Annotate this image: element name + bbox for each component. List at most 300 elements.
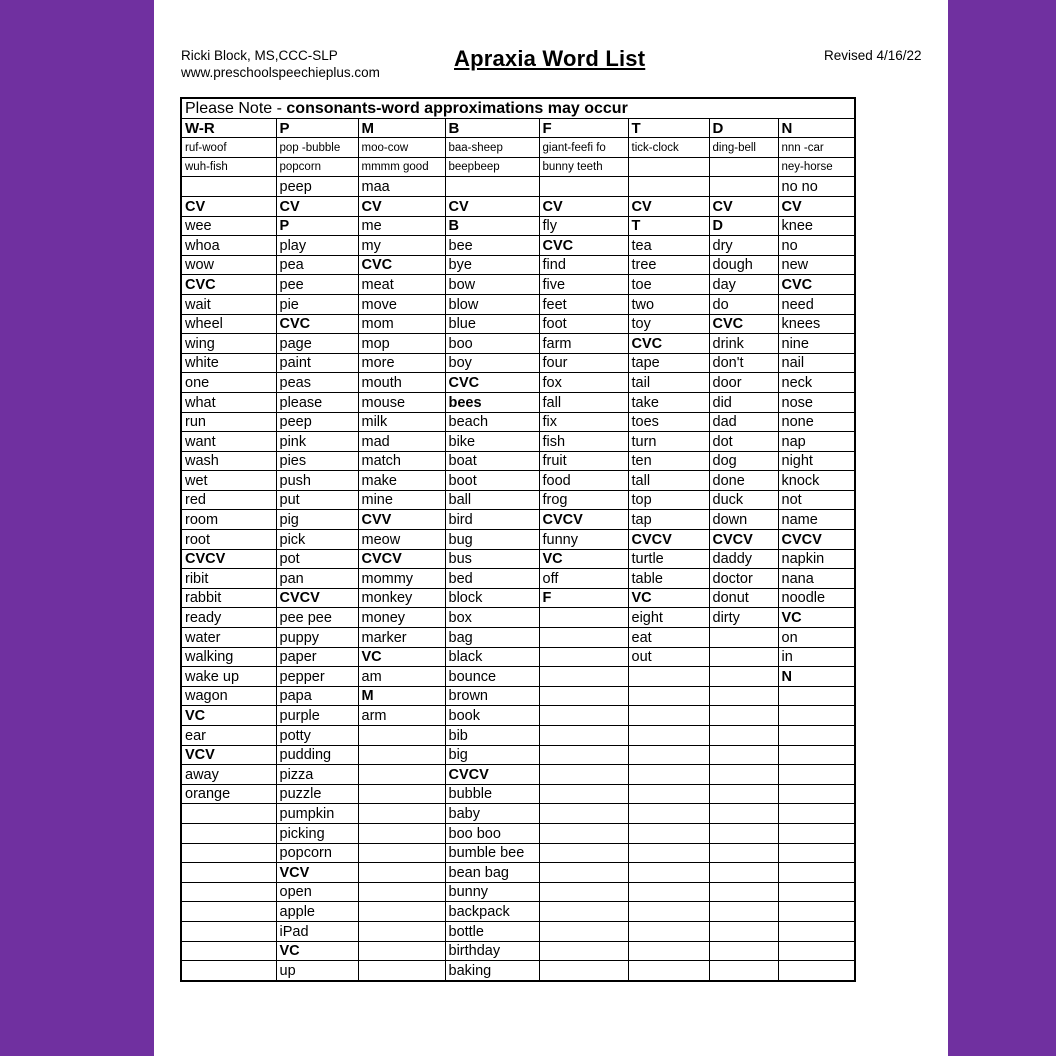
table-row-cell <box>181 882 276 902</box>
column-header-row-cell: B <box>445 118 539 138</box>
table-row-cell: not <box>778 490 855 510</box>
table-row-cell: pink <box>276 432 358 452</box>
table-row-cell <box>539 961 628 981</box>
table-row-cell: CV <box>539 196 628 216</box>
column-header-row-cell: P <box>276 118 358 138</box>
approximation-row <box>181 138 855 158</box>
table-row-cell: VC <box>276 941 358 961</box>
table-row-cell <box>628 863 709 883</box>
table-row-cell: feet <box>539 294 628 314</box>
table-row-cell: T <box>628 216 709 236</box>
table-row-cell: VC <box>778 608 855 628</box>
approximation-row-cell: ney-horse <box>778 157 855 177</box>
table-row-cell <box>778 726 855 746</box>
table-row-cell: one <box>181 373 276 393</box>
table-row-cell: nana <box>778 569 855 589</box>
table-row-cell <box>709 784 778 804</box>
table-row-cell: bag <box>445 628 539 648</box>
table-row-cell: drink <box>709 334 778 354</box>
table-row-cell: pepper <box>276 667 358 687</box>
approximation-row <box>181 177 855 197</box>
table-row-cell: foot <box>539 314 628 334</box>
table-row-cell <box>539 647 628 667</box>
table-row-cell: CVCV <box>778 530 855 550</box>
author-block <box>181 47 380 81</box>
table-row-cell: CVCV <box>539 510 628 530</box>
table-row-cell: blue <box>445 314 539 334</box>
table-row-cell: bees <box>445 392 539 412</box>
table-row-cell <box>778 961 855 981</box>
note-row <box>181 98 855 118</box>
table-row <box>181 510 855 530</box>
table-row-cell <box>709 726 778 746</box>
table-row-cell: CVC <box>276 314 358 334</box>
table-row-cell: CVCV <box>445 765 539 785</box>
table-row-cell: donut <box>709 588 778 608</box>
table-row-cell <box>628 843 709 863</box>
table-row-cell <box>539 804 628 824</box>
table-row-cell: CV <box>445 196 539 216</box>
table-row-cell: down <box>709 510 778 530</box>
table-row-cell: eight <box>628 608 709 628</box>
table-row-cell: picking <box>276 823 358 843</box>
table-row-cell <box>358 921 445 941</box>
table-row-cell: knee <box>778 216 855 236</box>
table-row-cell <box>539 667 628 687</box>
table-row-cell: papa <box>276 686 358 706</box>
table-row-cell: pea <box>276 255 358 275</box>
table-row-cell <box>709 823 778 843</box>
table-row-cell: duck <box>709 490 778 510</box>
table-row-cell <box>778 745 855 765</box>
table-row-cell: make <box>358 471 445 491</box>
table-row-cell <box>181 863 276 883</box>
table-row-cell <box>709 706 778 726</box>
table-row <box>181 667 855 687</box>
table-row <box>181 275 855 295</box>
table-row-cell: no <box>778 236 855 256</box>
table-row-cell: ready <box>181 608 276 628</box>
table-row-cell: root <box>181 530 276 550</box>
table-row-cell: CVC <box>778 275 855 295</box>
table-row-cell: bus <box>445 549 539 569</box>
note-text: consonants-word approximations may occur <box>286 99 628 117</box>
table-row-cell <box>358 843 445 863</box>
table-row-cell: dry <box>709 236 778 256</box>
table-row-cell: nine <box>778 334 855 354</box>
table-row-cell: fall <box>539 392 628 412</box>
table-row-cell: bed <box>445 569 539 589</box>
table-row-cell <box>778 706 855 726</box>
table-row-cell <box>358 804 445 824</box>
table-row-cell <box>358 941 445 961</box>
table-row-cell: CVC <box>539 236 628 256</box>
table-row-cell: boo boo <box>445 823 539 843</box>
table-row-cell: more <box>358 353 445 373</box>
table-row-cell: wee <box>181 216 276 236</box>
table-row <box>181 530 855 550</box>
table-row-cell: big <box>445 745 539 765</box>
approximation-row-cell: pop -bubble <box>276 138 358 158</box>
table-row-cell: CVCV <box>358 549 445 569</box>
table-row-cell <box>358 902 445 922</box>
table-row-cell: noodle <box>778 588 855 608</box>
table-row-cell <box>358 961 445 981</box>
table-row-cell: boat <box>445 451 539 471</box>
approximation-row-cell <box>445 177 539 197</box>
table-row-cell: book <box>445 706 539 726</box>
table-row-cell: orange <box>181 784 276 804</box>
table-row-cell: meow <box>358 530 445 550</box>
table-row-cell <box>539 608 628 628</box>
table-row-cell <box>181 902 276 922</box>
table-row-cell: bottle <box>445 921 539 941</box>
table-row <box>181 863 855 883</box>
table-row-cell: off <box>539 569 628 589</box>
table-row <box>181 392 855 412</box>
column-header-row-cell: F <box>539 118 628 138</box>
table-row-cell: marker <box>358 628 445 648</box>
word-list-body <box>181 98 855 981</box>
table-row <box>181 784 855 804</box>
note-cell <box>181 98 855 118</box>
table-row-cell <box>358 745 445 765</box>
table-row-cell: doctor <box>709 569 778 589</box>
column-header-row-cell: T <box>628 118 709 138</box>
table-row <box>181 569 855 589</box>
table-row-cell <box>628 667 709 687</box>
approximation-row-cell: ruf-woof <box>181 138 276 158</box>
table-row-cell: mom <box>358 314 445 334</box>
table-row-cell: mine <box>358 490 445 510</box>
table-row-cell: tea <box>628 236 709 256</box>
table-row-cell: pie <box>276 294 358 314</box>
approximation-row-cell <box>628 157 709 177</box>
table-row-cell: red <box>181 490 276 510</box>
table-row-cell <box>778 941 855 961</box>
table-row-cell: arm <box>358 706 445 726</box>
table-row-cell: ball <box>445 490 539 510</box>
table-row-cell: fly <box>539 216 628 236</box>
table-row <box>181 549 855 569</box>
table-row-cell: pig <box>276 510 358 530</box>
table-row <box>181 451 855 471</box>
column-header-row-cell: D <box>709 118 778 138</box>
table-row-cell: walking <box>181 647 276 667</box>
revised-date: Revised 4/16/22 <box>824 48 922 63</box>
table-row-cell: top <box>628 490 709 510</box>
table-row-cell <box>709 765 778 785</box>
table-row <box>181 216 855 236</box>
table-row-cell: match <box>358 451 445 471</box>
table-row-cell: paint <box>276 353 358 373</box>
table-row-cell: bike <box>445 432 539 452</box>
table-row-cell: food <box>539 471 628 491</box>
approximation-row-cell: beepbeep <box>445 157 539 177</box>
table-row-cell: eat <box>628 628 709 648</box>
table-row-cell <box>709 628 778 648</box>
table-row-cell: F <box>539 588 628 608</box>
approximation-row-cell: no no <box>778 177 855 197</box>
table-row <box>181 353 855 373</box>
approximation-row-cell: peep <box>276 177 358 197</box>
table-row-cell: pizza <box>276 765 358 785</box>
table-row <box>181 843 855 863</box>
table-row <box>181 726 855 746</box>
table-row-cell <box>181 921 276 941</box>
table-row <box>181 334 855 354</box>
table-row-cell: puppy <box>276 628 358 648</box>
table-row-cell: bumble bee <box>445 843 539 863</box>
table-row-cell: nap <box>778 432 855 452</box>
table-row-cell <box>709 804 778 824</box>
table-row-cell <box>778 784 855 804</box>
table-row-cell: my <box>358 236 445 256</box>
table-row-cell: D <box>709 216 778 236</box>
table-row-cell: pee pee <box>276 608 358 628</box>
table-row-cell: block <box>445 588 539 608</box>
table-row-cell: dot <box>709 432 778 452</box>
table-row-cell <box>539 745 628 765</box>
approximation-row-cell: giant-feefi fo <box>539 138 628 158</box>
table-row-cell: baking <box>445 961 539 981</box>
table-row-cell: wheel <box>181 314 276 334</box>
table-row-cell <box>628 706 709 726</box>
table-row <box>181 628 855 648</box>
table-row-cell <box>709 667 778 687</box>
table-row-cell <box>778 921 855 941</box>
table-row-cell: bean bag <box>445 863 539 883</box>
table-row-cell <box>181 843 276 863</box>
table-row-cell: VC <box>181 706 276 726</box>
table-row-cell <box>778 882 855 902</box>
table-row-cell: knees <box>778 314 855 334</box>
table-row-cell: find <box>539 255 628 275</box>
table-row <box>181 588 855 608</box>
table-row-cell: VC <box>539 549 628 569</box>
table-row-cell: CVC <box>358 255 445 275</box>
table-row-cell: iPad <box>276 921 358 941</box>
table-row-cell <box>539 921 628 941</box>
table-row-cell <box>539 726 628 746</box>
table-row-cell: VC <box>628 588 709 608</box>
table-row-cell: VCV <box>181 745 276 765</box>
table-row-cell: baby <box>445 804 539 824</box>
table-row-cell: ribit <box>181 569 276 589</box>
table-row-cell: please <box>276 392 358 412</box>
table-row-cell: water <box>181 628 276 648</box>
table-row-cell: door <box>709 373 778 393</box>
document-title: Apraxia Word List <box>454 46 646 71</box>
table-row-cell: two <box>628 294 709 314</box>
table-row-cell <box>778 804 855 824</box>
table-row-cell: page <box>276 334 358 354</box>
table-row-cell: peep <box>276 412 358 432</box>
approximation-row-cell <box>709 177 778 197</box>
approximation-row-cell <box>181 177 276 197</box>
table-row-cell: daddy <box>709 549 778 569</box>
table-row <box>181 961 855 981</box>
approximation-row-cell: bunny teeth <box>539 157 628 177</box>
table-row-cell: pudding <box>276 745 358 765</box>
table-row-cell: in <box>778 647 855 667</box>
author-name: Ricki Block, MS,CCC-SLP <box>181 48 338 63</box>
table-row-cell: toes <box>628 412 709 432</box>
table-row-cell: me <box>358 216 445 236</box>
table-row-cell <box>778 863 855 883</box>
table-row-cell <box>358 882 445 902</box>
table-row-cell: done <box>709 471 778 491</box>
author-website: www.preschoolspeechieplus.com <box>181 65 380 80</box>
table-row-cell: bunny <box>445 882 539 902</box>
table-row-cell <box>539 843 628 863</box>
table-row-cell <box>181 961 276 981</box>
table-row-cell: VC <box>358 647 445 667</box>
table-row-cell: none <box>778 412 855 432</box>
approximation-row-cell: nnn -car <box>778 138 855 158</box>
table-row-cell: boo <box>445 334 539 354</box>
approximation-row-cell: ding-bell <box>709 138 778 158</box>
table-row-cell: want <box>181 432 276 452</box>
table-row-cell: bib <box>445 726 539 746</box>
table-row <box>181 471 855 491</box>
word-list-table <box>180 97 856 982</box>
table-row-cell <box>628 961 709 981</box>
table-row <box>181 686 855 706</box>
table-row-cell <box>628 765 709 785</box>
table-row-cell: monkey <box>358 588 445 608</box>
approximation-row-cell <box>628 177 709 197</box>
table-row-cell: dough <box>709 255 778 275</box>
table-row <box>181 706 855 726</box>
table-row-cell: move <box>358 294 445 314</box>
table-row-cell: pan <box>276 569 358 589</box>
table-row-cell: push <box>276 471 358 491</box>
table-row-cell: did <box>709 392 778 412</box>
table-row-cell <box>181 823 276 843</box>
table-row-cell: toy <box>628 314 709 334</box>
table-row-cell: pee <box>276 275 358 295</box>
table-row-cell: fruit <box>539 451 628 471</box>
approximation-row-cell <box>539 177 628 197</box>
table-row-cell: table <box>628 569 709 589</box>
table-row-cell: mad <box>358 432 445 452</box>
table-row <box>181 941 855 961</box>
table-row <box>181 823 855 843</box>
table-row-cell <box>628 784 709 804</box>
table-row-cell: ten <box>628 451 709 471</box>
table-row-cell: nose <box>778 392 855 412</box>
table-row <box>181 647 855 667</box>
table-row-cell <box>709 647 778 667</box>
table-row-cell: puzzle <box>276 784 358 804</box>
table-row-cell <box>358 823 445 843</box>
table-row-cell: dog <box>709 451 778 471</box>
table-row-cell <box>628 686 709 706</box>
table-row <box>181 921 855 941</box>
table-row-cell: blow <box>445 294 539 314</box>
table-row-cell: four <box>539 353 628 373</box>
table-row-cell: mouth <box>358 373 445 393</box>
table-row-cell <box>539 784 628 804</box>
table-row-cell: rabbit <box>181 588 276 608</box>
approximation-row-cell: maa <box>358 177 445 197</box>
table-row-cell <box>181 804 276 824</box>
table-row-cell: knock <box>778 471 855 491</box>
table-row-cell: backpack <box>445 902 539 922</box>
table-row-cell <box>628 823 709 843</box>
table-row-cell: mouse <box>358 392 445 412</box>
table-row-cell: frog <box>539 490 628 510</box>
table-row-cell: wet <box>181 471 276 491</box>
table-row-cell: room <box>181 510 276 530</box>
table-row-cell: don't <box>709 353 778 373</box>
table-row-cell: dirty <box>709 608 778 628</box>
table-row <box>181 902 855 922</box>
table-row-cell <box>709 882 778 902</box>
table-row-cell: up <box>276 961 358 981</box>
table-row-cell <box>709 863 778 883</box>
table-row-cell: napkin <box>778 549 855 569</box>
table-row-cell: N <box>778 667 855 687</box>
table-row-cell <box>358 765 445 785</box>
table-row-cell <box>181 941 276 961</box>
table-row-cell: CV <box>276 196 358 216</box>
table-row <box>181 236 855 256</box>
approximation-row-cell: tick-clock <box>628 138 709 158</box>
table-row-cell <box>539 941 628 961</box>
table-row-cell: farm <box>539 334 628 354</box>
table-row <box>181 314 855 334</box>
approximation-row-cell: mmmm good <box>358 157 445 177</box>
table-row-cell: pot <box>276 549 358 569</box>
table-row-cell: milk <box>358 412 445 432</box>
table-row-cell: boot <box>445 471 539 491</box>
table-row-cell: money <box>358 608 445 628</box>
table-row-cell: wow <box>181 255 276 275</box>
table-row-cell <box>358 863 445 883</box>
table-row-cell: wing <box>181 334 276 354</box>
column-header-row-cell: W-R <box>181 118 276 138</box>
table-row-cell <box>539 863 628 883</box>
table-row-cell: CVCV <box>709 530 778 550</box>
table-row <box>181 432 855 452</box>
table-row-cell <box>628 726 709 746</box>
approximation-row-cell: wuh-fish <box>181 157 276 177</box>
table-row-cell: fox <box>539 373 628 393</box>
table-row-cell: paper <box>276 647 358 667</box>
table-row-cell: tree <box>628 255 709 275</box>
table-row-cell <box>709 902 778 922</box>
table-row-cell <box>628 902 709 922</box>
table-row-cell: tall <box>628 471 709 491</box>
table-row-cell: fish <box>539 432 628 452</box>
table-row-cell <box>628 745 709 765</box>
table-row-cell: M <box>358 686 445 706</box>
approximation-row-cell: moo-cow <box>358 138 445 158</box>
table-row-cell: brown <box>445 686 539 706</box>
table-row-cell <box>709 941 778 961</box>
table-row-cell <box>628 921 709 941</box>
table-row-cell: CVCV <box>628 530 709 550</box>
table-row-cell: popcorn <box>276 843 358 863</box>
table-row-cell: mommy <box>358 569 445 589</box>
table-row-cell: out <box>628 647 709 667</box>
table-row-cell: wagon <box>181 686 276 706</box>
table-row-cell <box>539 902 628 922</box>
table-row-cell: pies <box>276 451 358 471</box>
note-prefix: Please Note - <box>185 99 287 117</box>
